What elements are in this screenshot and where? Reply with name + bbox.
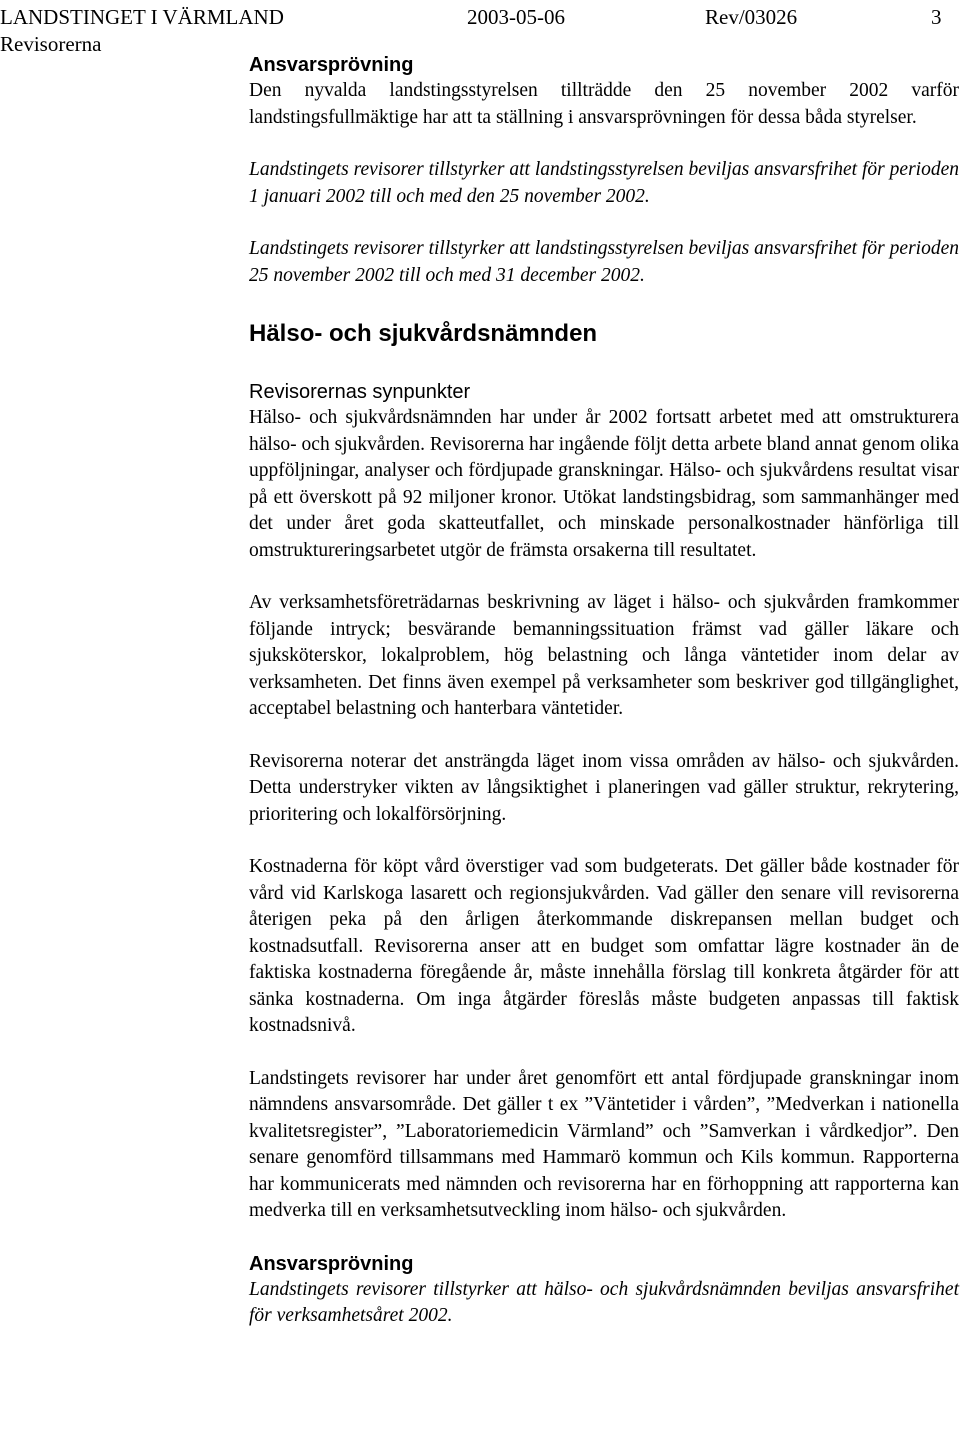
- page-header: [0, 4, 960, 32]
- subsection-heading-synpunkter: Revisorernas synpunkter: [249, 381, 471, 403]
- paragraph: Hälso- och sjukvårdsnämnden har under år 2002 fortsatt arbetet med att omstrukturera hälso- och sjukvården. Revisorerna har ingående följt detta arbete bland annat genom olika uppföljningar, analyser och fördjupade granskningar. Hälso- och sjukvårdens resultat visar på ett överskott på 92 miljoner kronor. Utökat landstingsbidrag, som sammanhänger med det under året goda skatteutfallet, och minskade personalkostnader hänförliga till omstruktureringsarbetet utgör de främsta orsakerna till resultatet.: [249, 407, 959, 561]
- paragraph-italic: Landstingets revisorer tillstyrker att landstingsstyrelsen beviljas ansvarsfrihet för perioden 1 januari 2002 till och med den 25 november 2002.: [249, 159, 959, 207]
- header-date: 2003-05-06: [467, 5, 565, 29]
- header-subtitle: Revisorerna: [0, 32, 102, 56]
- document-body: [249, 52, 959, 1330]
- header-reference: Rev/03026: [705, 5, 798, 29]
- header-organization: LANDSTINGET I VÄRMLAND: [0, 5, 284, 29]
- paragraph: Den nyvalda landstingsstyrelsen tillträdde den 25 november 2002 varför landstingsfullmäktige har att ta ställning i ansvarsprövningen för dessa båda styrelser.: [249, 80, 959, 128]
- section-heading-ansvarsprovning-2: Ansvarsprövning: [249, 1252, 414, 1275]
- paragraph-italic: Landstingets revisorer tillstyrker att hälso- och sjukvårdsnämnden beviljas ansvarsfrihet för verksamhetsåret 2002.: [249, 1278, 959, 1326]
- paragraph: Revisorerna noterar det ansträngda läget inom vissa områden av hälso- och sjukvården. Detta understryker vikten av långsiktighet i planeringen vad gäller struktur, rekrytering, prioritering och lokalförsörjning.: [249, 750, 959, 825]
- section-title-halso-och-sjukvardsnamnden: Hälso- och sjukvårdsnämnden: [249, 320, 598, 347]
- section-heading-ansvarsprovning: Ansvarsprövning: [249, 54, 414, 76]
- paragraph: Av verksamhetsföreträdarnas beskrivning av läget i hälso- och sjukvården framkommer följande intryck; besvärande bemanningssituation främst vad gäller läkare och sjuksköterskor, lokalproblem, hög belastning och långa väntetider inom delar av verksamheten. Det finns även exempel på verksamheter som beskriver god tillgänglighet, acceptabel belastning och hanterbara väntetider.: [249, 592, 959, 719]
- paragraph: Kostnaderna för köpt vård överstiger vad som budgeterats. Det gäller både kostnader för vård vid Karlskoga lasarett och regionsjukvården. Vad gäller den senare vill revisorerna återigen peka på den årligen återkommande diskrepansen mellan budget och kostnadsutfall. Revisorerna anser att en budget som omfattar lägre kostnader än de faktiska kostnaderna föregående år, måste innehålla förslag till konkreta åtgärder för att sänka kostnaderna. Om inga åtgärder föreslås måste budgeten anpassas till faktisk kostnadsnivå.: [249, 856, 959, 1036]
- header-page-number: 3: [931, 5, 942, 29]
- paragraph: Landstingets revisorer har under året genomfört ett antal fördjupade granskningar inom nämndens ansvarsområde. Det gäller t ex ”Väntetider i vården”, ”Medverkan i nationella kvalitetsregister”, ”Laboratoriemedicin Värmland” och ”Samverkan i vårdkedjor”. Den senare genomförd tillsammans med Hammarö kommun och Kils kommun. Rapporterna har kommunicerats med nämnden och revisorerna har en förhoppning att rapporterna kan medverka till en verksamhetsutveckling inom hälso- och sjukvården.: [249, 1067, 959, 1221]
- paragraph-italic: Landstingets revisorer tillstyrker att landstingsstyrelsen beviljas ansvarsfrihet för perioden 25 november 2002 till och med 31 december 2002.: [249, 238, 959, 286]
